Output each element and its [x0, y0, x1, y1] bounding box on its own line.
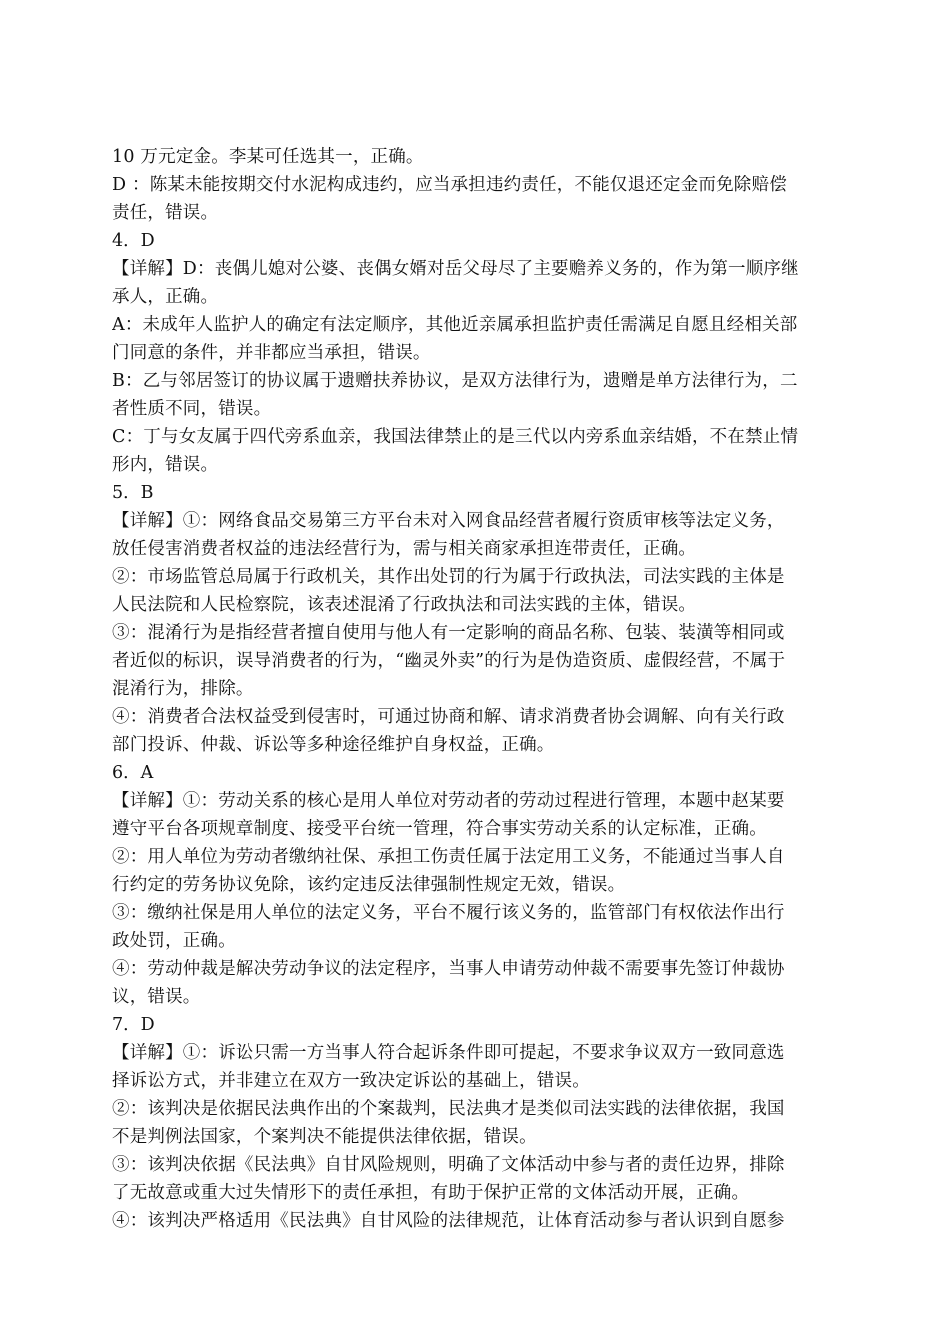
text-line: 政处罚，正确。 [112, 931, 236, 951]
text-line: 【详解】①：劳动关系的核心是用人单位对劳动者的劳动过程进行管理，本题中赵某要 [112, 791, 785, 811]
text-line: 遵守平台各项规章制度、接受平台统一管理，符合事实劳动关系的认定标准，正确。 [112, 819, 767, 839]
text-line: 者性质不同，错误。 [112, 399, 272, 419]
question-number: 6．A [112, 763, 154, 783]
text-line: 择诉讼方式，并非建立在双方一致决定诉讼的基础上，错误。 [112, 1071, 590, 1091]
text-line: B：乙与邻居签订的协议属于遗赠扶养协议，是双方法律行为，遗赠是单方法律行为，二 [112, 371, 798, 391]
text-line: 混淆行为，排除。 [112, 679, 254, 699]
text-line: 放任侵害消费者权益的违法经营行为，需与相关商家承担连带责任，正确。 [112, 539, 697, 559]
text-line: 形内，错误。 [112, 455, 219, 475]
text-line: 部门投诉、仲裁、诉讼等多种途径维护自身权益，正确。 [112, 735, 555, 755]
text-line: C：丁与女友属于四代旁系血亲，我国法律禁止的是三代以内旁系血亲结婚，不在禁止情 [112, 427, 799, 447]
text-line: ④：消费者合法权益受到侵害时，可通过协商和解、请求消费者协会调解、向有关行政 [112, 707, 785, 727]
text-line: 【详解】D：丧偶儿媳对公婆、丧偶女婿对岳父母尽了主要赡养义务的，作为第一顺序继 [112, 259, 799, 279]
text-line: 承人，正确。 [112, 287, 219, 307]
text-line: 者近似的标识，误导消费者的行为，“幽灵外卖”的行为是伪造资质、虚假经营，不属于 [112, 651, 786, 671]
text-line: 10 万元定金。李某可任选其一，正确。 [112, 147, 424, 167]
text-line: ④：该判决严格适用《民法典》自甘风险的法律规范，让体育活动参与者认识到自愿参 [112, 1211, 785, 1231]
text-line: ③：该判决依据《民法典》自甘风险规则，明确了文体活动中参与者的责任边界，排除 [112, 1155, 785, 1175]
text-line: 人民法院和人民检察院，该表述混淆了行政执法和司法实践的主体，错误。 [112, 595, 697, 615]
question-number: 5．B [112, 483, 154, 503]
question-number: 4．D [112, 231, 155, 251]
text-line: ②：该判决是依据民法典作出的个案裁判，民法典才是类似司法实践的法律依据，我国 [112, 1099, 785, 1119]
text-line: A：未成年人监护人的确定有法定顺序，其他近亲属承担监护责任需满足自愿且经相关部 [112, 315, 798, 335]
text-line: 行约定的劳务协议免除，该约定违反法律强制性规定无效，错误。 [112, 875, 626, 895]
text-line: ②：用人单位为劳动者缴纳社保、承担工伤责任属于法定用工义务，不能通过当事人自 [112, 847, 785, 867]
text-line: 【详解】①：诉讼只需一方当事人符合起诉条件即可提起，不要求争议双方一致同意选 [112, 1043, 785, 1063]
text-line: 不是判例法国家，个案判决不能提供法律依据，错误。 [112, 1127, 537, 1147]
text-line: ③：缴纳社保是用人单位的法定义务，平台不履行该义务的，监管部门有权依法作出行 [112, 903, 785, 923]
text-line: 门同意的条件，并非都应当承担，错误。 [112, 343, 431, 363]
question-number: 7．D [112, 1015, 155, 1035]
text-line: 责任，错误。 [112, 203, 219, 223]
text-line: ③：混淆行为是指经营者擅自使用与他人有一定影响的商品名称、包装、装潢等相同或 [112, 623, 785, 643]
text-line: ②：市场监管总局属于行政机关，其作出处罚的行为属于行政执法，司法实践的主体是 [112, 567, 785, 587]
text-line: 了无故意或重大过失情形下的责任承担，有助于保护正常的文体活动开展，正确。 [112, 1183, 750, 1203]
text-line: 【详解】①：网络食品交易第三方平台未对入网食品经营者履行资质审核等法定义务， [112, 511, 785, 531]
document-page [112, 143, 834, 1235]
text-line: ④：劳动仲裁是解决劳动争议的法定程序，当事人申请劳动仲裁不需要事先签订仲裁协 [112, 959, 785, 979]
text-line: D ：陈某未能按期交付水泥构成违约，应当承担违约责任，不能仅退还定金而免除赔偿 [112, 175, 787, 195]
text-line: 议，错误。 [112, 987, 201, 1007]
